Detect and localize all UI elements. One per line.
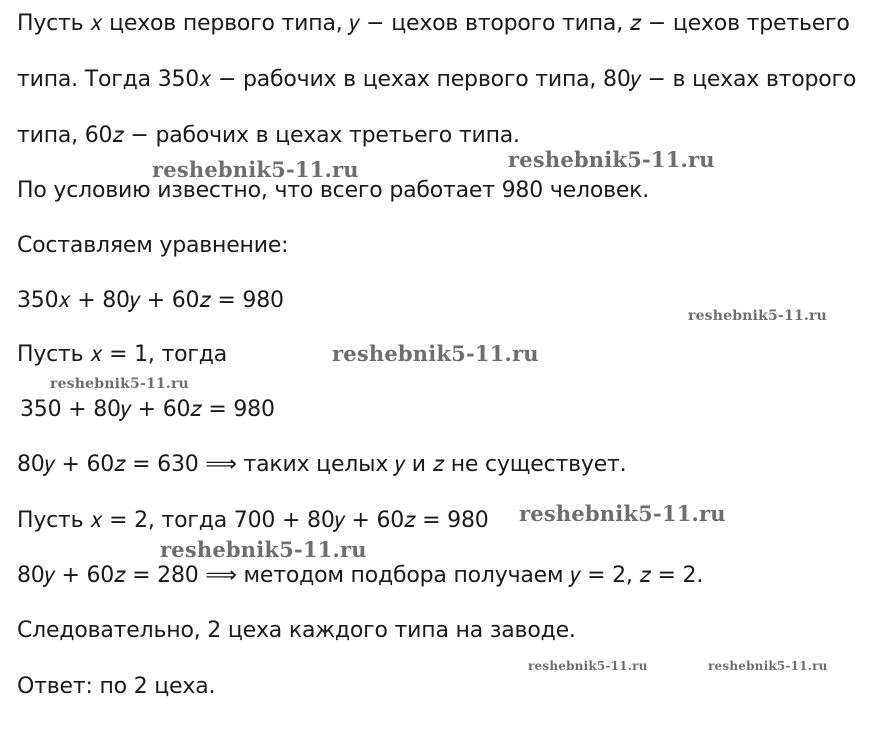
text-line: По условию известно, что всего работает 980 человек. bbox=[17, 178, 650, 203]
watermark-text: reshebnik5-11.ru bbox=[708, 659, 828, 673]
text-line: типа, 60𝑧 − рабочих в цехах третьего типа. bbox=[17, 123, 520, 148]
equation-line: 80𝑦 + 60𝑧 = 630 ⟹ таких целых 𝑦 и 𝑧 не существует. bbox=[17, 452, 627, 477]
equation-line: 350 + 80𝑦 + 60𝑧 = 980 bbox=[20, 397, 275, 422]
text-line: Следовательно, 2 цеха каждого типа на заводе. bbox=[17, 618, 576, 643]
watermark-text: reshebnik5-11.ru bbox=[688, 308, 827, 324]
text-line: Составляем уравнение: bbox=[17, 233, 289, 258]
text-line: типа. Тогда 350𝑥 − рабочих в цехах первого типа, 80𝑦 − в цехах второго bbox=[17, 67, 857, 92]
watermark-text: reshebnik5-11.ru bbox=[519, 501, 726, 526]
text-line: Пусть 𝑥 = 2, тогда 700 + 80𝑦 + 60𝑧 = 980 bbox=[17, 508, 489, 533]
watermark-text: reshebnik5-11.ru bbox=[508, 147, 715, 172]
watermark-text: reshebnik5-11.ru bbox=[50, 376, 189, 392]
watermark-text: reshebnik5-11.ru bbox=[152, 157, 359, 182]
watermark-text: reshebnik5-11.ru bbox=[160, 537, 367, 562]
equation-line: 80𝑦 + 60𝑧 = 280 ⟹ методом подбора получаем 𝑦 = 2, 𝑧 = 2. bbox=[17, 563, 704, 588]
watermark-text: reshebnik5-11.ru bbox=[332, 341, 539, 366]
equation-line: 350𝑥 + 80𝑦 + 60𝑧 = 980 bbox=[17, 288, 284, 313]
watermark-text: reshebnik5-11.ru bbox=[528, 659, 648, 673]
text-line: Пусть 𝑥 = 1, тогда bbox=[17, 342, 228, 367]
text-line: Пусть 𝑥 цехов первого типа, 𝑦 − цехов второго типа, 𝑧 − цехов третьего bbox=[17, 11, 850, 36]
answer-line: Ответ: по 2 цеха. bbox=[17, 674, 216, 699]
